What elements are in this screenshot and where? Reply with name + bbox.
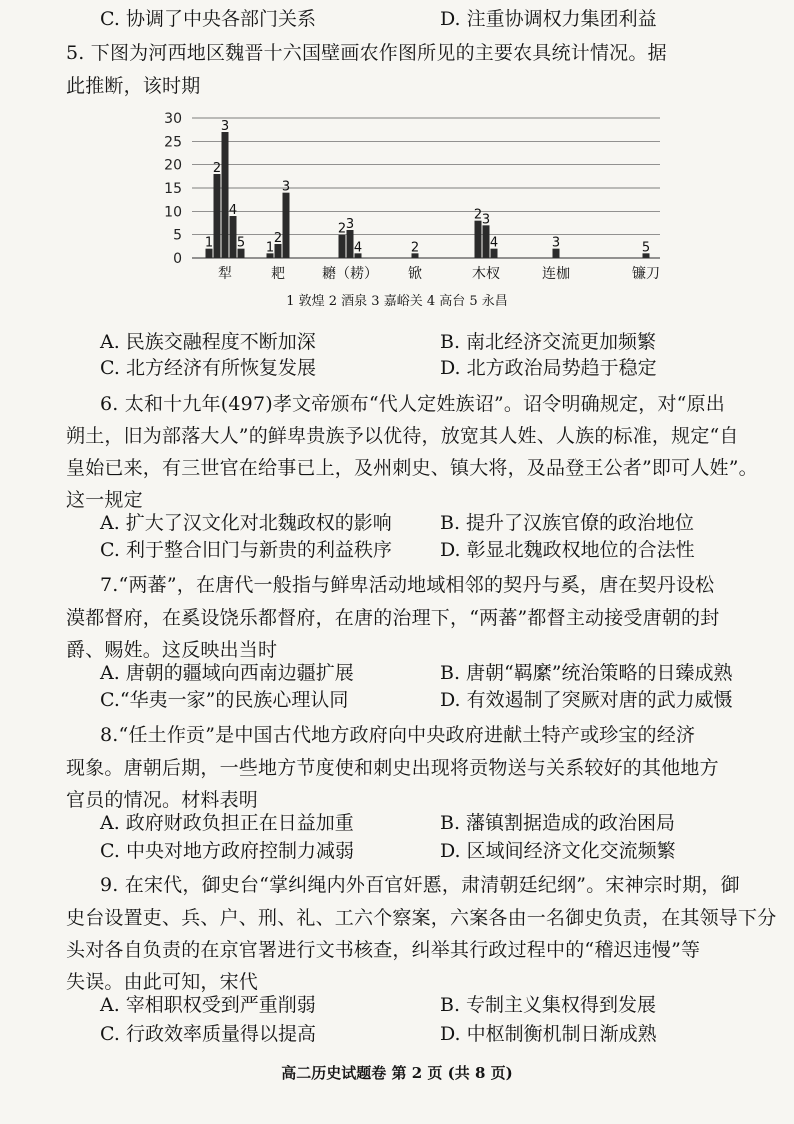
x-tick-label: 耙: [271, 266, 285, 282]
q8-option-a: A. 政府财政负担正在日益加重: [100, 812, 354, 834]
bar-label: 2: [473, 207, 483, 223]
bar-label: 4: [489, 235, 499, 251]
bar: [475, 221, 482, 258]
q7-line-2: 漠都督府，在奚设饶乐都督府，在唐的治理下，“两蕃”都督主动接受唐朝的封: [66, 607, 720, 629]
bar: [230, 216, 237, 258]
q6-line-3: 皇始已来，有三世官在给事已上，及州刺史、镇大将，及品登王公者”即可人姓”。: [66, 457, 758, 479]
y-tick-label: 30: [164, 111, 182, 127]
bar-label: 2: [410, 240, 420, 256]
q8-line-1: 8.“任土作贡”是中国古代地方政府向中央政府进献土特产或珍宝的经济: [100, 724, 696, 746]
x-tick-label: 犁: [218, 266, 232, 282]
q8-line-3: 官员的情况。材料表明: [66, 789, 259, 811]
q6-line-1: 6. 太和十九年(497)孝文帝颁布“代人定姓族诏”。诏令明确规定，对“原出: [100, 393, 725, 415]
bar-label: 4: [228, 203, 238, 218]
q5-option-a: A. 民族交融程度不断加深: [100, 331, 316, 353]
x-tick-label: 木杈: [472, 266, 500, 282]
q9-line-3: 头对各自负责的在京官署进行文书核查，纠举其行政过程中的“稽迟违慢”等: [66, 939, 701, 961]
q4-option-d: D. 注重协调权力集团利益: [440, 8, 657, 30]
x-tick-label: 连枷: [542, 266, 570, 282]
y-tick-label: 25: [164, 134, 182, 151]
q6-option-a: A. 扩大了汉文化对北魏政权的影响: [100, 512, 392, 534]
y-tick-label: 15: [164, 181, 182, 197]
q8-option-b: B. 藩镇割据造成的政治困局: [440, 812, 676, 834]
q5-stem-line-2: 此推断，该时期: [66, 75, 201, 97]
q5-stem-line-1: 5. 下图为河西地区魏晋十六国壁画农作图所见的主要农具统计情况。据: [66, 42, 667, 64]
bar-label: 3: [281, 179, 291, 195]
bar-label: 3: [220, 119, 230, 134]
y-tick-label: 5: [173, 227, 182, 244]
q9-option-b: B. 专制主义集权得到发展: [440, 994, 657, 1016]
q7-option-d: D. 有效遏制了突厥对唐的武力威慑: [440, 689, 733, 711]
bar: [339, 235, 346, 258]
q4-option-c: C. 协调了中央各部门关系: [100, 8, 316, 30]
q9-option-d: D. 中枢制衡机制日渐成熟: [440, 1023, 657, 1045]
q7-option-b: B. 唐朝“羁縻”统治策略的日臻成熟: [440, 662, 733, 684]
q6-option-d: D. 彰显北魏政权地位的合法性: [440, 539, 695, 561]
q6-line-2: 朔土，旧为部落大人”的鲜卑贵族予以优待，放宽其人姓、人族的标准，规定“自: [66, 425, 739, 447]
x-tick-label: 耱（耢）: [322, 266, 378, 282]
bar-label: 1: [204, 235, 214, 251]
bar: [347, 230, 354, 258]
y-tick-label: 0: [173, 251, 182, 267]
q5-option-c: C. 北方经济有所恢复发展: [100, 357, 316, 379]
bar-label: 5: [641, 240, 651, 256]
q6-option-c: C. 利于整合旧门与新贵的利益秩序: [100, 539, 392, 561]
q5-option-d: D. 北方政治局势趋于稳定: [440, 357, 657, 379]
x-tick-label: 镰刀: [632, 266, 660, 282]
q7-option-a: A. 唐朝的疆域向西南边疆扩展: [100, 662, 354, 684]
bar-label: 2: [212, 161, 222, 176]
bar: [283, 193, 290, 258]
chart-legend: 1 敦煌 2 酒泉 3 嘉峪关 4 高台 5 永昌: [286, 294, 508, 309]
page-footer: 高二历史试题卷 第 2 页 (共 8 页): [281, 1064, 513, 1082]
q8-line-2: 现象。唐朝后期，一些地方节度使和刺史出现将贡物送与关系较好的其他地方: [66, 757, 719, 779]
y-tick-label: 10: [164, 204, 182, 221]
bar: [275, 244, 282, 258]
q9-option-c: C. 行政效率质量得以提高: [100, 1023, 316, 1045]
q8-option-d: D. 区域间经济文化交流频繁: [440, 840, 676, 862]
q9-line-4: 失误。由此可知，宋代: [66, 971, 259, 993]
bar-label: 3: [345, 217, 355, 232]
bar-label: 1: [265, 240, 275, 256]
q7-line-1: 7.“两蕃”，在唐代一般指与鲜卑活动地域相邻的契丹与奚，唐在契丹设松: [100, 574, 715, 596]
q6-line-4: 这一规定: [66, 489, 143, 511]
bar: [483, 225, 490, 258]
q6-option-b: B. 提升了汉族官僚的政治地位: [440, 512, 695, 534]
bar-label: 4: [353, 240, 363, 256]
bar: [214, 174, 221, 258]
q9-line-2: 史台设置吏、兵、户、刑、礼、工六个察案，六案各由一名御史负责，在其领导下分: [66, 907, 777, 929]
bar-label: 3: [551, 235, 561, 251]
q7-line-3: 爵、赐姓。这反映出当时: [66, 639, 278, 661]
q9-line-1: 9. 在宋代，御史台“掌纠绳内外百官奸慝，肃清朝廷纪纲”。宋神宗时期，御: [100, 874, 740, 896]
y-tick-label: 20: [164, 157, 182, 174]
bar-label: 2: [337, 221, 347, 237]
bar-label: 5: [236, 235, 246, 251]
x-tick-label: 锨: [408, 266, 422, 282]
bar-label: 3: [481, 212, 491, 228]
q7-option-c: C.“华夷一家”的民族心理认同: [100, 689, 349, 711]
q8-option-c: C. 中央对地方政府控制力减弱: [100, 840, 354, 862]
q5-option-b: B. 南北经济交流更加频繁: [440, 331, 657, 353]
bar-label: 2: [273, 231, 283, 246]
bar: [222, 132, 229, 258]
q9-option-a: A. 宰相职权受到严重削弱: [100, 994, 316, 1016]
